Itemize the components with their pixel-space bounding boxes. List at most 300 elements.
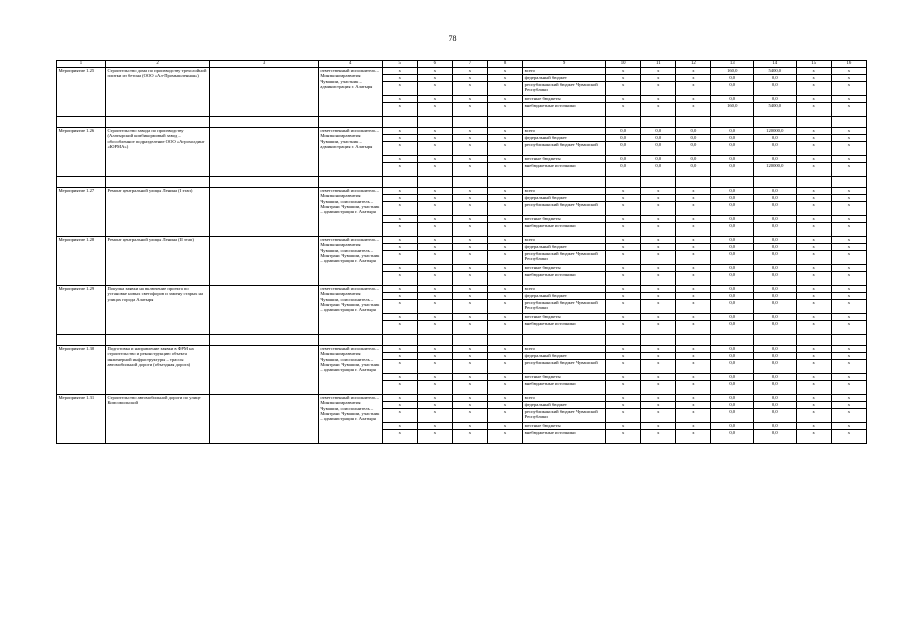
table-cell: х xyxy=(796,142,831,156)
spacer-cell xyxy=(382,177,417,188)
table-cell: х xyxy=(488,272,523,286)
table-cell: х xyxy=(676,423,711,430)
column-number: 10 xyxy=(606,61,641,68)
spacer-cell xyxy=(754,335,797,346)
table-cell: 0,0 xyxy=(711,142,754,156)
table-cell: х xyxy=(676,195,711,202)
table-cell: 120000,0 xyxy=(754,128,797,135)
table-cell: 0,0 xyxy=(754,156,797,163)
table-cell: х xyxy=(417,237,452,244)
table-cell: х xyxy=(796,430,831,444)
table-cell: х xyxy=(606,237,641,244)
table-cell: х xyxy=(796,195,831,202)
table-cell: 0,0 xyxy=(641,135,676,142)
table-cell: х xyxy=(796,82,831,96)
funding-source: местные бюджеты xyxy=(523,265,606,272)
table-cell: х xyxy=(417,142,452,156)
spacer-cell xyxy=(606,177,641,188)
table-cell: х xyxy=(417,163,452,177)
table-cell: 0,0 xyxy=(754,142,797,156)
table-cell: х xyxy=(796,223,831,237)
table-cell: х xyxy=(417,75,452,82)
table-cell: х xyxy=(606,423,641,430)
table-cell: 0,0 xyxy=(711,244,754,251)
table-cell: х xyxy=(676,430,711,444)
table-cell: х xyxy=(796,188,831,195)
table-cell: х xyxy=(488,244,523,251)
funding-source: республиканский бюджет Чувашской xyxy=(523,360,606,374)
table-cell: х xyxy=(606,251,641,265)
table-cell: х xyxy=(831,381,866,395)
table-cell: х xyxy=(452,360,487,374)
table-cell: х xyxy=(382,96,417,103)
table-cell: х xyxy=(606,265,641,272)
table-cell: 0,0 xyxy=(711,216,754,223)
table-cell: х xyxy=(382,423,417,430)
table-cell: х xyxy=(831,135,866,142)
event-name: Строительство автомобильной дороги по улице Комсомольской xyxy=(105,395,209,444)
funding-source: внебюджетные источники xyxy=(523,321,606,335)
event-executor: ответственный исполнитель – Минэкономразвития Чувашии, соисполнитель – Минтранс Чувашии, участник – администрация г. Алатыря xyxy=(318,346,382,395)
table-cell: 0,0 xyxy=(711,75,754,82)
table-cell: х xyxy=(382,135,417,142)
table-cell: х xyxy=(606,321,641,335)
table-cell: х xyxy=(831,244,866,251)
table-cell: х xyxy=(488,346,523,353)
table-cell: х xyxy=(606,103,641,117)
table-cell: х xyxy=(676,346,711,353)
table-cell: х xyxy=(452,272,487,286)
table-cell: х xyxy=(796,346,831,353)
table-row xyxy=(57,237,867,244)
table-cell: х xyxy=(417,395,452,402)
table-cell: х xyxy=(641,272,676,286)
column-number: 12 xyxy=(676,61,711,68)
event-executor: ответственный исполнитель – Минэкономразвития Чувашии, соисполнитель – Минтранс Чувашии, участник – администрация г. Алатыря xyxy=(318,286,382,335)
table-cell: х xyxy=(796,237,831,244)
table-cell: 0,0 xyxy=(754,314,797,321)
table-cell: х xyxy=(417,321,452,335)
spacer-cell xyxy=(382,335,417,346)
table-cell: х xyxy=(452,244,487,251)
table-cell: х xyxy=(382,202,417,216)
table-cell: х xyxy=(452,135,487,142)
table-cell: 0,0 xyxy=(754,353,797,360)
table-cell: 0,0 xyxy=(711,96,754,103)
table-cell: х xyxy=(382,103,417,117)
spacer-cell xyxy=(417,117,452,128)
table-cell: х xyxy=(417,195,452,202)
funding-source: внебюджетные источники xyxy=(523,272,606,286)
table-cell: х xyxy=(417,128,452,135)
table-cell: 0,0 xyxy=(754,300,797,314)
spacer-cell xyxy=(641,335,676,346)
table-cell: х xyxy=(417,82,452,96)
table-cell: 0,0 xyxy=(641,163,676,177)
table-cell: х xyxy=(452,195,487,202)
table-cell: х xyxy=(382,409,417,423)
table-cell: 0,0 xyxy=(641,156,676,163)
table-cell: х xyxy=(417,272,452,286)
table-cell: х xyxy=(641,409,676,423)
table-cell: х xyxy=(796,68,831,75)
table-cell: х xyxy=(382,286,417,293)
table-cell: х xyxy=(382,300,417,314)
table-cell: х xyxy=(452,82,487,96)
table-cell: х xyxy=(452,286,487,293)
table-cell: 0,0 xyxy=(711,346,754,353)
table-cell: х xyxy=(382,223,417,237)
table-cell: х xyxy=(676,237,711,244)
table-cell: х xyxy=(488,237,523,244)
event-code: Мероприятие 1.26 xyxy=(57,128,106,177)
table-cell: х xyxy=(606,346,641,353)
table-cell: х xyxy=(452,381,487,395)
event-code: Мероприятие 1.29 xyxy=(57,286,106,335)
event-name: Ремонт центральной улицы Ленина (I этап) xyxy=(105,188,209,237)
table-row xyxy=(57,395,867,402)
table-cell: х xyxy=(452,430,487,444)
event-code: Мероприятие 1.28 xyxy=(57,237,106,286)
spacer-cell xyxy=(417,335,452,346)
table-cell: 0,0 xyxy=(676,163,711,177)
table-cell: х xyxy=(452,293,487,300)
event-code: Мероприятие 1.30 xyxy=(57,346,106,395)
spacer-row xyxy=(57,335,867,346)
table-cell: х xyxy=(831,286,866,293)
funding-source: всего xyxy=(523,68,606,75)
table-cell: х xyxy=(676,265,711,272)
table-cell: х xyxy=(796,265,831,272)
table-cell: х xyxy=(831,163,866,177)
table-cell: х xyxy=(796,395,831,402)
table-cell: х xyxy=(488,265,523,272)
table-cell: х xyxy=(796,293,831,300)
table-cell: х xyxy=(452,402,487,409)
empty-cell xyxy=(210,286,319,335)
table-cell: 0,0 xyxy=(711,82,754,96)
table-cell: х xyxy=(452,265,487,272)
table-cell: х xyxy=(417,430,452,444)
table-cell: х xyxy=(488,300,523,314)
table-cell: х xyxy=(641,68,676,75)
table-cell: х xyxy=(831,272,866,286)
funding-source: федеральный бюджет xyxy=(523,402,606,409)
table-cell: х xyxy=(676,353,711,360)
table-cell: х xyxy=(831,188,866,195)
table-cell: х xyxy=(606,395,641,402)
table-cell: х xyxy=(831,75,866,82)
table-cell: х xyxy=(417,353,452,360)
column-number: 9 xyxy=(523,61,606,68)
table-cell: 0,0 xyxy=(754,82,797,96)
table-cell: х xyxy=(382,395,417,402)
table-cell: х xyxy=(606,409,641,423)
event-code: Мероприятие 1.27 xyxy=(57,188,106,237)
table-cell: 0,0 xyxy=(711,195,754,202)
table-cell: х xyxy=(382,374,417,381)
table-cell: х xyxy=(452,68,487,75)
spacer-cell xyxy=(105,335,209,346)
table-cell: х xyxy=(676,244,711,251)
table-cell: х xyxy=(641,321,676,335)
table-cell: х xyxy=(452,321,487,335)
table-cell: х xyxy=(641,237,676,244)
table-cell: х xyxy=(382,381,417,395)
table-cell: х xyxy=(488,374,523,381)
table-cell: х xyxy=(382,272,417,286)
table-cell: х xyxy=(796,163,831,177)
table-cell: х xyxy=(488,103,523,117)
table-cell: х xyxy=(488,96,523,103)
event-executor: ответственный исполнитель – Минэкономразвития Чувашии, участник – администрация г. Алатыря xyxy=(318,128,382,177)
table-cell: х xyxy=(676,75,711,82)
table-row xyxy=(57,188,867,195)
empty-cell xyxy=(210,395,319,444)
table-cell: х xyxy=(641,82,676,96)
table-cell: 5400,0 xyxy=(754,103,797,117)
table-cell: х xyxy=(676,409,711,423)
table-cell: х xyxy=(796,272,831,286)
table-cell: 0,0 xyxy=(711,128,754,135)
spacer-cell xyxy=(57,117,106,128)
column-number: 6 xyxy=(417,61,452,68)
table-cell: х xyxy=(831,202,866,216)
table-cell: х xyxy=(606,353,641,360)
spacer-cell xyxy=(831,335,866,346)
table-cell: 0,0 xyxy=(754,381,797,395)
table-cell: х xyxy=(452,188,487,195)
table-cell: х xyxy=(641,251,676,265)
spacer-cell xyxy=(523,335,606,346)
table-cell: 0,0 xyxy=(641,142,676,156)
funding-source: местные бюджеты xyxy=(523,423,606,430)
event-executor: ответственный исполнитель – Минэкономразвития Чувашии, участник – администрация г. Алатыря xyxy=(318,68,382,117)
spacer-cell xyxy=(318,335,382,346)
table-cell: х xyxy=(382,346,417,353)
table-cell: 0,0 xyxy=(754,96,797,103)
table-cell: х xyxy=(606,223,641,237)
table-cell: х xyxy=(676,223,711,237)
table-cell: 0,0 xyxy=(711,135,754,142)
spacer-cell xyxy=(382,117,417,128)
funding-source: республиканский бюджет Чувашской Республики xyxy=(523,300,606,314)
table-cell: 0,0 xyxy=(676,135,711,142)
spacer-cell xyxy=(57,335,106,346)
table-cell: х xyxy=(641,286,676,293)
funding-source: федеральный бюджет xyxy=(523,195,606,202)
spacer-cell xyxy=(452,335,487,346)
table-cell: х xyxy=(382,360,417,374)
table-cell: х xyxy=(676,188,711,195)
funding-source: федеральный бюджет xyxy=(523,244,606,251)
spacer-cell xyxy=(318,117,382,128)
table-cell: х xyxy=(488,195,523,202)
table-cell: х xyxy=(676,374,711,381)
table-cell: х xyxy=(417,402,452,409)
table-cell: 0,0 xyxy=(754,430,797,444)
table-cell: х xyxy=(606,82,641,96)
event-name: Ремонт центральной улицы Ленина (II этап) xyxy=(105,237,209,286)
table-cell: 0,0 xyxy=(711,163,754,177)
table-cell: 0,0 xyxy=(711,409,754,423)
table-cell: х xyxy=(831,223,866,237)
table-cell: х xyxy=(382,321,417,335)
table-cell: х xyxy=(831,103,866,117)
column-number: 14 xyxy=(754,61,797,68)
table-cell: х xyxy=(641,202,676,216)
table-cell: х xyxy=(676,293,711,300)
funding-source: внебюджетные источники xyxy=(523,381,606,395)
column-number: 7 xyxy=(452,61,487,68)
table-cell: х xyxy=(676,272,711,286)
table-cell: х xyxy=(831,374,866,381)
table-cell: х xyxy=(796,156,831,163)
table-cell: х xyxy=(831,96,866,103)
funding-source: местные бюджеты xyxy=(523,374,606,381)
table-cell: х xyxy=(382,188,417,195)
table-cell: х xyxy=(831,402,866,409)
table-cell: х xyxy=(488,321,523,335)
table-cell: х xyxy=(606,402,641,409)
table-cell: 160,0 xyxy=(711,103,754,117)
funding-source: федеральный бюджет xyxy=(523,293,606,300)
table-cell: х xyxy=(641,293,676,300)
funding-source: внебюджетные источники xyxy=(523,163,606,177)
table-cell: х xyxy=(382,251,417,265)
table-cell: х xyxy=(796,321,831,335)
table-cell: х xyxy=(796,360,831,374)
table-cell: х xyxy=(796,353,831,360)
table-cell: 0,0 xyxy=(711,360,754,374)
table-cell: х xyxy=(382,75,417,82)
funding-source: местные бюджеты xyxy=(523,216,606,223)
table-cell: х xyxy=(452,75,487,82)
spacer-cell xyxy=(754,117,797,128)
table-cell: х xyxy=(606,300,641,314)
table-cell: 0,0 xyxy=(754,75,797,82)
table-cell: 0,0 xyxy=(754,374,797,381)
table-cell: 0,0 xyxy=(711,395,754,402)
empty-cell xyxy=(210,188,319,237)
table-cell: 0,0 xyxy=(711,430,754,444)
table-cell: 0,0 xyxy=(711,300,754,314)
column-number: 8 xyxy=(488,61,523,68)
table-cell: х xyxy=(641,360,676,374)
table-cell: х xyxy=(606,381,641,395)
table-cell: 0,0 xyxy=(676,142,711,156)
table-cell: х xyxy=(488,216,523,223)
table-cell: х xyxy=(417,381,452,395)
table-cell: х xyxy=(641,103,676,117)
event-name: Строительство завода по производству (Алатырский комбикормовый завод – обособленное подразделение ООО «Агрохолдинг «ЮРМА») xyxy=(105,128,209,177)
table-cell: х xyxy=(641,430,676,444)
table-cell: 0,0 xyxy=(606,128,641,135)
table-cell: х xyxy=(796,314,831,321)
table-cell: 0,0 xyxy=(754,195,797,202)
table-cell: х xyxy=(382,156,417,163)
event-executor: ответственный исполнитель – Минэкономразвития Чувашии, соисполнитель – Минтранс Чувашии, участник – администрация г. Алатыря xyxy=(318,395,382,444)
table-cell: 120000,0 xyxy=(754,163,797,177)
column-number: 13 xyxy=(711,61,754,68)
table-cell: х xyxy=(382,68,417,75)
table-cell: х xyxy=(452,237,487,244)
spacer-cell xyxy=(105,117,209,128)
spacer-cell xyxy=(210,117,319,128)
table-cell: х xyxy=(641,395,676,402)
table-cell: 0,0 xyxy=(754,402,797,409)
table-cell: х xyxy=(676,395,711,402)
table-cell: х xyxy=(452,251,487,265)
table-cell: х xyxy=(676,202,711,216)
spacer-cell xyxy=(452,177,487,188)
column-number: 16 xyxy=(831,61,866,68)
column-number: 15 xyxy=(796,61,831,68)
table-cell: х xyxy=(796,300,831,314)
funding-source: республиканский бюджет Чувашской xyxy=(523,202,606,216)
funding-source: внебюджетные источники xyxy=(523,223,606,237)
table-cell: х xyxy=(488,202,523,216)
table-cell: 0,0 xyxy=(676,128,711,135)
table-cell: х xyxy=(831,314,866,321)
table-cell: х xyxy=(606,188,641,195)
table-cell: х xyxy=(641,374,676,381)
funding-source: внебюджетные источники xyxy=(523,430,606,444)
table-cell: 0,0 xyxy=(711,423,754,430)
table-cell: х xyxy=(452,300,487,314)
table-row xyxy=(57,68,867,75)
table-cell: х xyxy=(676,286,711,293)
table-cell: х xyxy=(606,360,641,374)
spacer-cell xyxy=(488,117,523,128)
table-cell: х xyxy=(488,82,523,96)
spacer-cell xyxy=(796,117,831,128)
spacer-cell xyxy=(641,117,676,128)
table-cell: 0,0 xyxy=(754,293,797,300)
table-cell: х xyxy=(488,75,523,82)
table-cell: х xyxy=(796,244,831,251)
spacer-cell xyxy=(831,117,866,128)
funding-source: всего xyxy=(523,128,606,135)
table-cell: х xyxy=(831,360,866,374)
event-code: Мероприятие 1.25 xyxy=(57,68,106,117)
table-cell: х xyxy=(452,202,487,216)
table-cell: х xyxy=(452,216,487,223)
table-cell: х xyxy=(382,353,417,360)
event-code: Мероприятие 1.31 xyxy=(57,395,106,444)
table-cell: х xyxy=(382,265,417,272)
table-cell: х xyxy=(796,75,831,82)
table-cell: х xyxy=(452,423,487,430)
table-cell: х xyxy=(452,346,487,353)
table-cell: х xyxy=(417,374,452,381)
funding-source: местные бюджеты xyxy=(523,156,606,163)
table-cell: х xyxy=(382,216,417,223)
table-cell: 0,0 xyxy=(754,237,797,244)
table-cell: х xyxy=(382,128,417,135)
table-cell: х xyxy=(452,103,487,117)
table-cell: х xyxy=(488,360,523,374)
table-cell: х xyxy=(488,314,523,321)
table-cell: х xyxy=(606,195,641,202)
table-cell: х xyxy=(488,188,523,195)
table-cell: х xyxy=(382,430,417,444)
table-cell: х xyxy=(831,346,866,353)
table-cell: х xyxy=(417,216,452,223)
table-cell: х xyxy=(417,360,452,374)
spacer-cell xyxy=(523,117,606,128)
table-cell: 0,0 xyxy=(754,286,797,293)
